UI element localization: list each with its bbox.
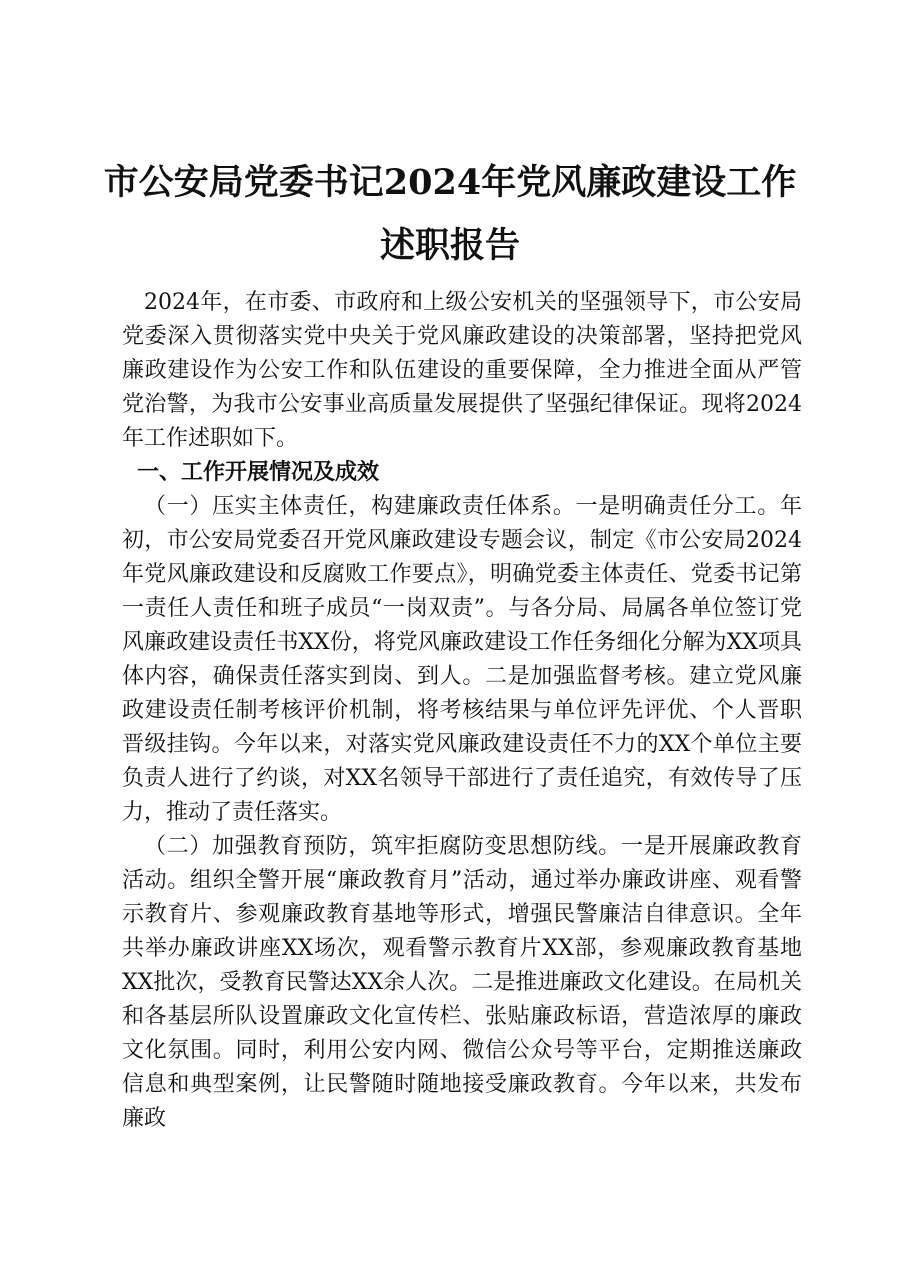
document-title-line-2: 述职报告	[379, 225, 520, 266]
body-paragraph-2: （二）加强教育预防，筑牢拒腐防变思想防线。一是开展廉政教育活动。组织全警开展“廉政教育月”活动，通过举办廉政讲座、观看警示教育片、参观廉政教育基地等形式，增强民警廉洁自律意识。全年共举办廉政讲座XX场次，观看警示教育片XX部，参观廉政教育基地XX批次，受教育民警达XX余人次。二是推进廉政文化建设。在局机关和各基层所队设置廉政文化宣传栏、张贴廉政标语，营造浓厚的廉政文化氛围。同时，利用公安内网、微信公众号等平台，定期推送廉政信息和典型案例，让民警随时随地接受廉政教育。今年以来，共发布廉政	[122, 834, 802, 1131]
body-paragraph-1: （一）压实主体责任，构建廉政责任体系。一是明确责任分工。年初，市公安局党委召开党风廉政建设专题会议，制定《市公安局2024年党风廉政建设和反腐败工作要点》，明确党委主体责任、党委书记第一责任人责任和班子成员“一岗双责”。与各分局、局属各单位签订党风廉政建设责任书XX份，将党风廉政建设工作任务细化分解为XX项具体内容，确保责任落实到岗、到人。二是加强监督考核。建立党风廉政建设责任制考核评价机制，将考核结果与单位评先评优、个人晋职晋级挂钩。今年以来，对落实党风廉政建设责任不力的XX个单位主要负责人进行了约谈，对XX名领导干部进行了责任追究，有效传导了压力，推动了责任落实。	[122, 494, 802, 825]
document-title-line-1: 市公安局党委书记2024年党风廉政建设工作	[103, 162, 797, 203]
section-heading: 一、工作开展情况及成效	[137, 460, 380, 485]
intro-paragraph: 2024年，在市委、市政府和上级公安机关的坚强领导下，市公安局党委深入贯彻落实党中央关于党风廉政建设的决策部署，坚持把党风廉政建设作为公安工作和队伍建设的重要保障，全力推进全面从严管党治警，为我市公安事业高质量发展提供了坚强纪律保证。现将2024年工作述职如下。	[122, 290, 802, 451]
document-body	[122, 286, 802, 1136]
